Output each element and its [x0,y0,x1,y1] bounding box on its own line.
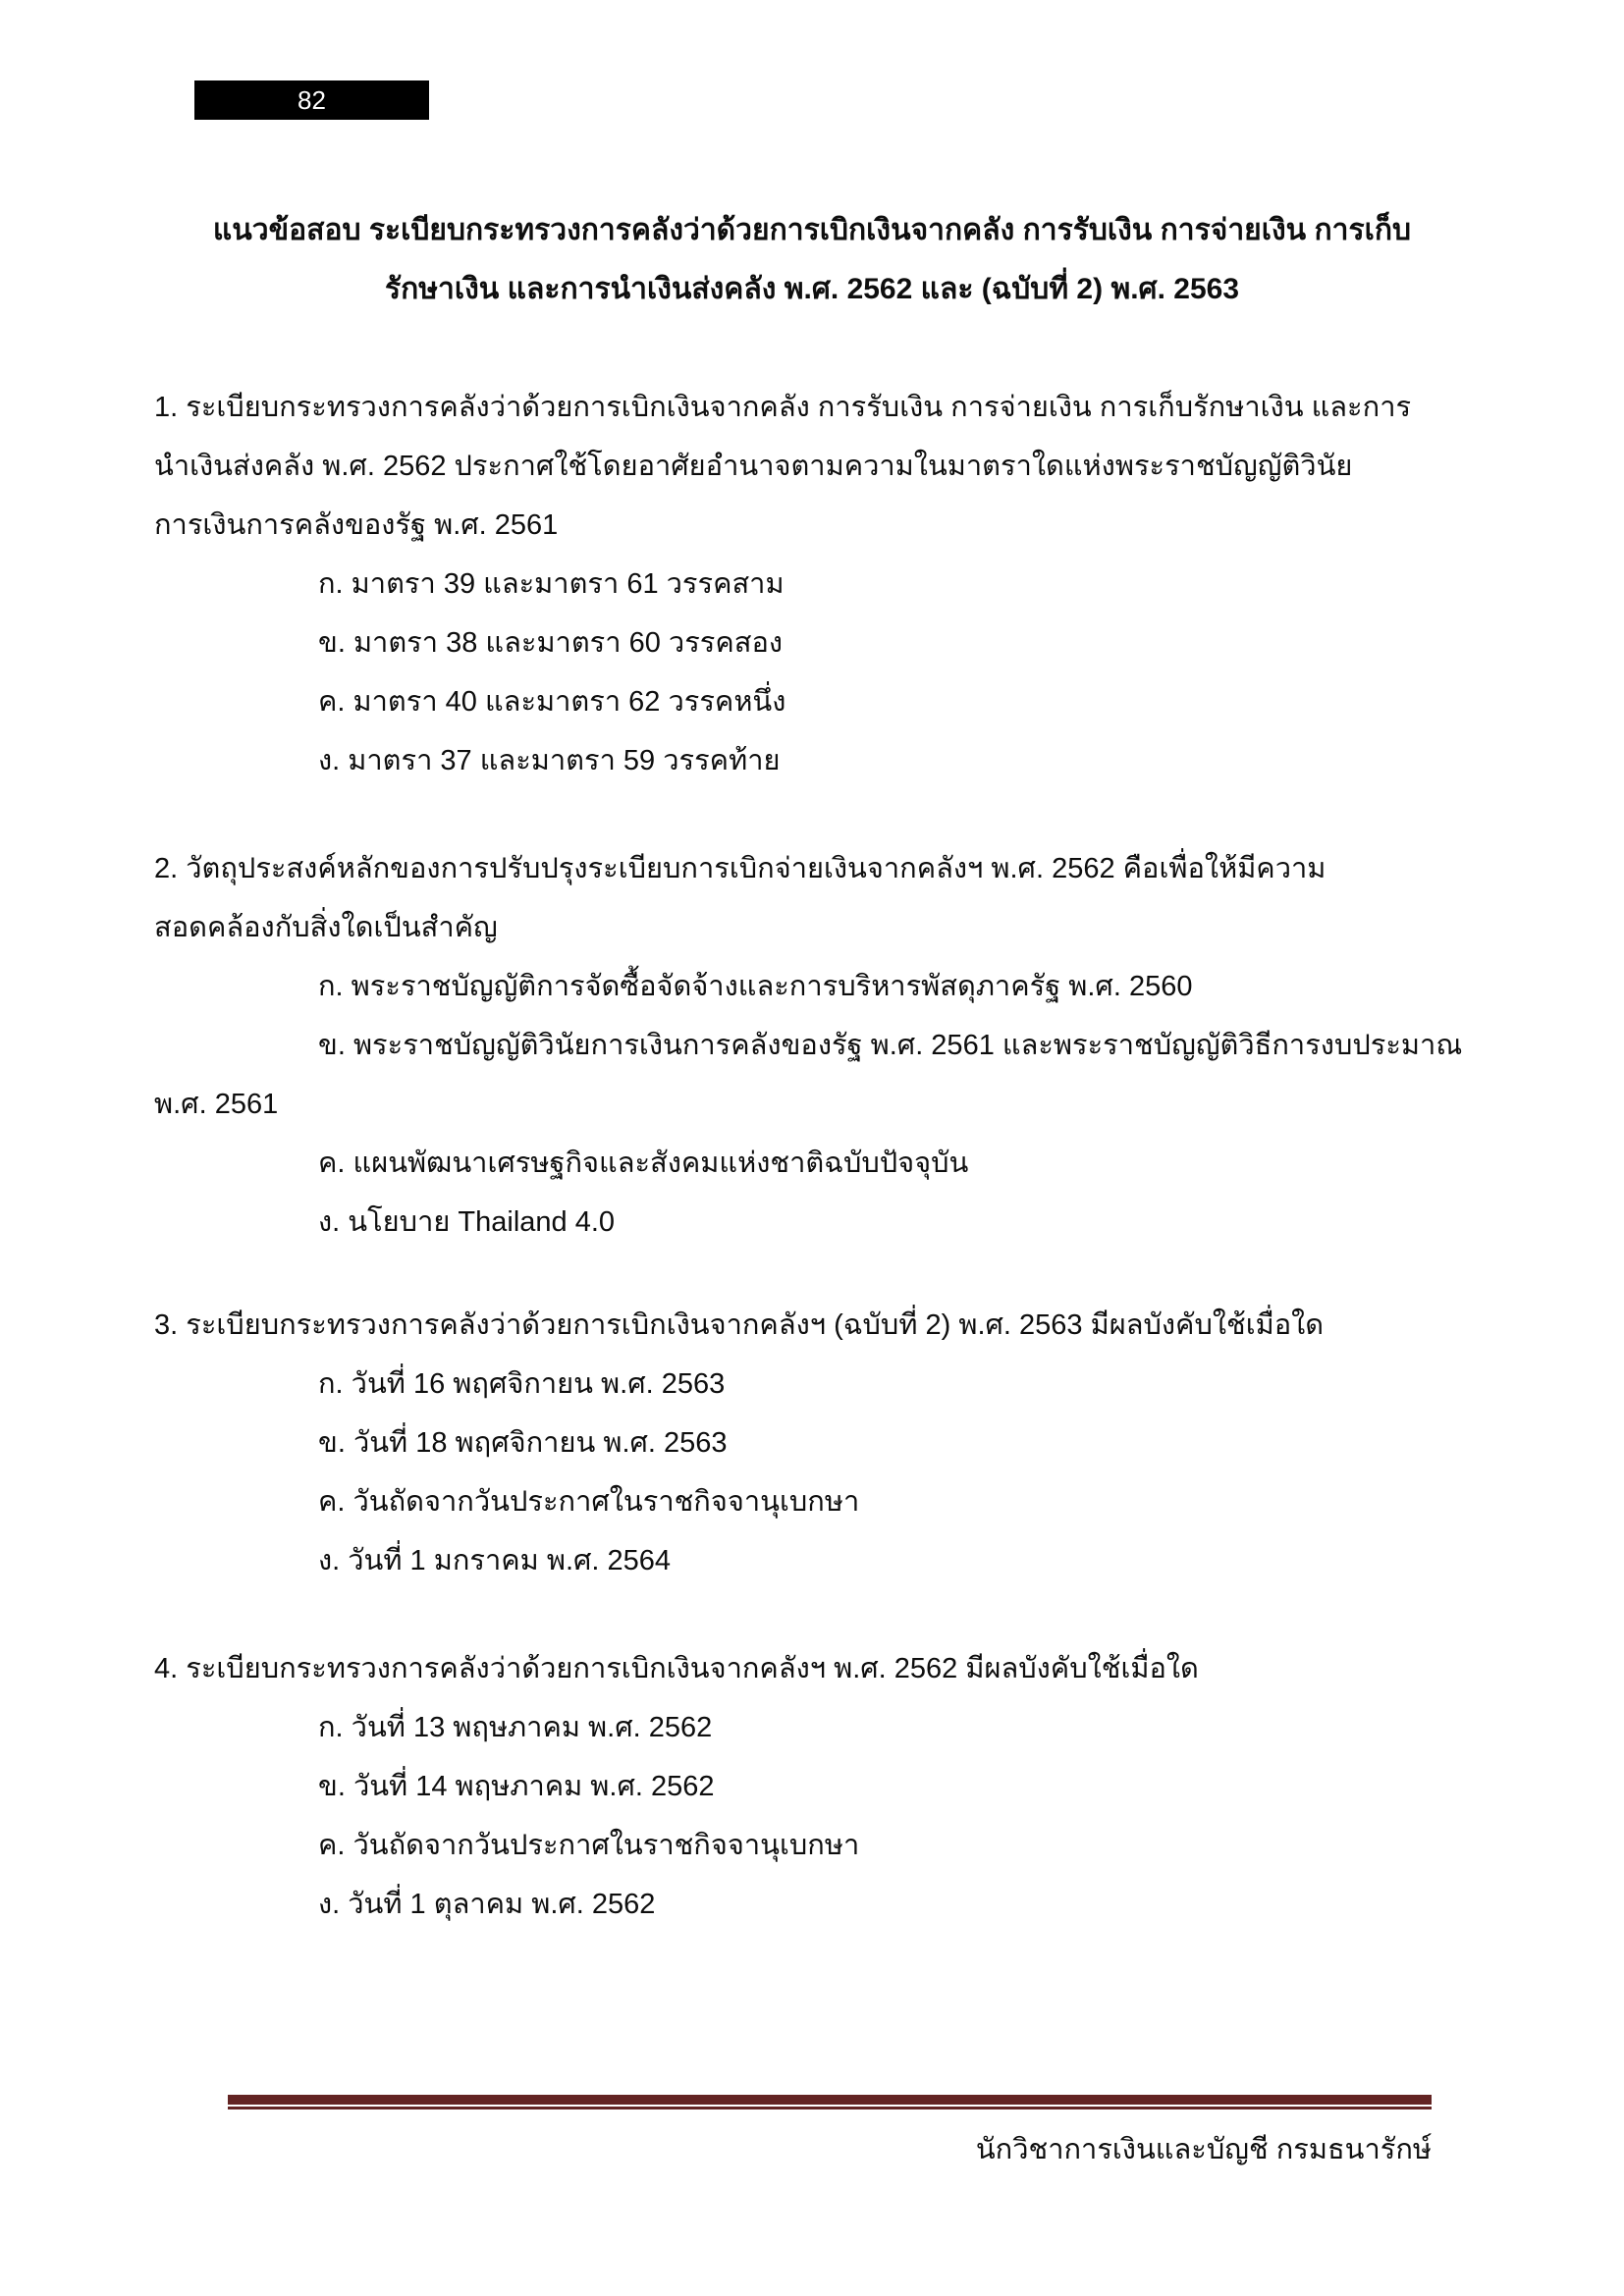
choice-d: ง. นโยบาย Thailand 4.0 [318,1206,616,1238]
choice-c: ค. วันถัดจากวันประกาศในราชกิจจานุเบกษา [318,1830,860,1861]
question-text: สอดคล้องกับสิ่งใดเป็นสำคัญ [154,912,498,943]
choice-d: ง. มาตรา 37 และมาตรา 59 วรรคท้าย [318,745,781,776]
choice-d: ง. วันที่ 1 มกราคม พ.ศ. 2564 [318,1545,672,1576]
choice-b-continuation: พ.ศ. 2561 [154,1089,279,1120]
question-text: 2. วัตถุประสงค์หลักของการปรับปรุงระเบียบการเบิกจ่ายเงินจากคลังฯ พ.ศ. 2562 คือเพื่อให้มีความ [154,853,1326,884]
title-line-1: แนวข้อสอบ ระเบียบกระทรวงการคลังว่าด้วยการเบิกเงินจากคลัง การรับเงิน การจ่ายเงิน การเก็บ [212,214,1412,246]
choice-c: ค. มาตรา 40 และมาตรา 62 วรรคหนึ่ง [318,686,786,718]
question-2 [154,839,1470,1252]
question-3 [154,1296,1470,1590]
footer-credit: นักวิชาการเงินและบัญชี กรมธนารักษ์ [975,2134,1432,2165]
choice-a: ก. วันที่ 16 พฤศจิกายน พ.ศ. 2563 [318,1368,726,1400]
question-text: 1. ระเบียบกระทรวงการคลังว่าด้วยการเบิกเงินจากคลัง การรับเงิน การจ่ายเงิน การเก็บรักษาเงิน และการ [154,392,1412,423]
title-line-2: รักษาเงิน และการนำเงินส่งคลัง พ.ศ. 2562 และ (ฉบับที่ 2) พ.ศ. 2563 [384,273,1239,305]
question-1 [154,378,1470,790]
footer-rule [228,2095,1432,2109]
choice-b: ข. พระราชบัญญัติวินัยการเงินการคลังของรัฐ พ.ศ. 2561 และพระราชบัญญัติวิธีการงบประมาณ [318,1030,1463,1061]
page-number: 82 [298,84,326,115]
choice-a: ก. พระราชบัญญัติการจัดซื้อจัดจ้างและการบริหารพัสดุภาครัฐ พ.ศ. 2560 [318,971,1193,1002]
choice-c: ค. วันถัดจากวันประกาศในราชกิจจานุเบกษา [318,1486,860,1518]
choice-b: ข. วันที่ 18 พฤศจิกายน พ.ศ. 2563 [318,1427,728,1459]
choice-b: ข. วันที่ 14 พฤษภาคม พ.ศ. 2562 [318,1771,715,1802]
choice-c: ค. แผนพัฒนาเศรษฐกิจและสังคมแห่งชาติฉบับปัจจุบัน [318,1148,969,1179]
choice-b: ข. มาตรา 38 และมาตรา 60 วรรคสอง [318,627,784,659]
footer-rule-thin-bar [228,2107,1432,2109]
question-text: การเงินการคลังของรัฐ พ.ศ. 2561 [154,509,559,541]
choice-a: ก. วันที่ 13 พฤษภาคม พ.ศ. 2562 [318,1712,713,1743]
choice-d: ง. วันที่ 1 ตุลาคม พ.ศ. 2562 [318,1889,656,1920]
question-4 [154,1639,1470,1934]
footer [228,2120,1432,2179]
question-text: 3. ระเบียบกระทรวงการคลังว่าด้วยการเบิกเงินจากคลังฯ (ฉบับที่ 2) พ.ศ. 2563 มีผลบังคับใช้เมื่อใด [154,1309,1325,1341]
page-number-badge [194,80,429,120]
document-title [154,201,1470,319]
choice-a: ก. มาตรา 39 และมาตรา 61 วรรคสาม [318,568,785,600]
question-text: 4. ระเบียบกระทรวงการคลังว่าด้วยการเบิกเงินจากคลังฯ พ.ศ. 2562 มีผลบังคับใช้เมื่อใด [154,1653,1199,1684]
footer-rule-thick-bar [228,2095,1432,2105]
question-text: นำเงินส่งคลัง พ.ศ. 2562 ประกาศใช้โดยอาศัยอำนาจตามความในมาตราใดแห่งพระราชบัญญัติวินัย [154,451,1353,482]
